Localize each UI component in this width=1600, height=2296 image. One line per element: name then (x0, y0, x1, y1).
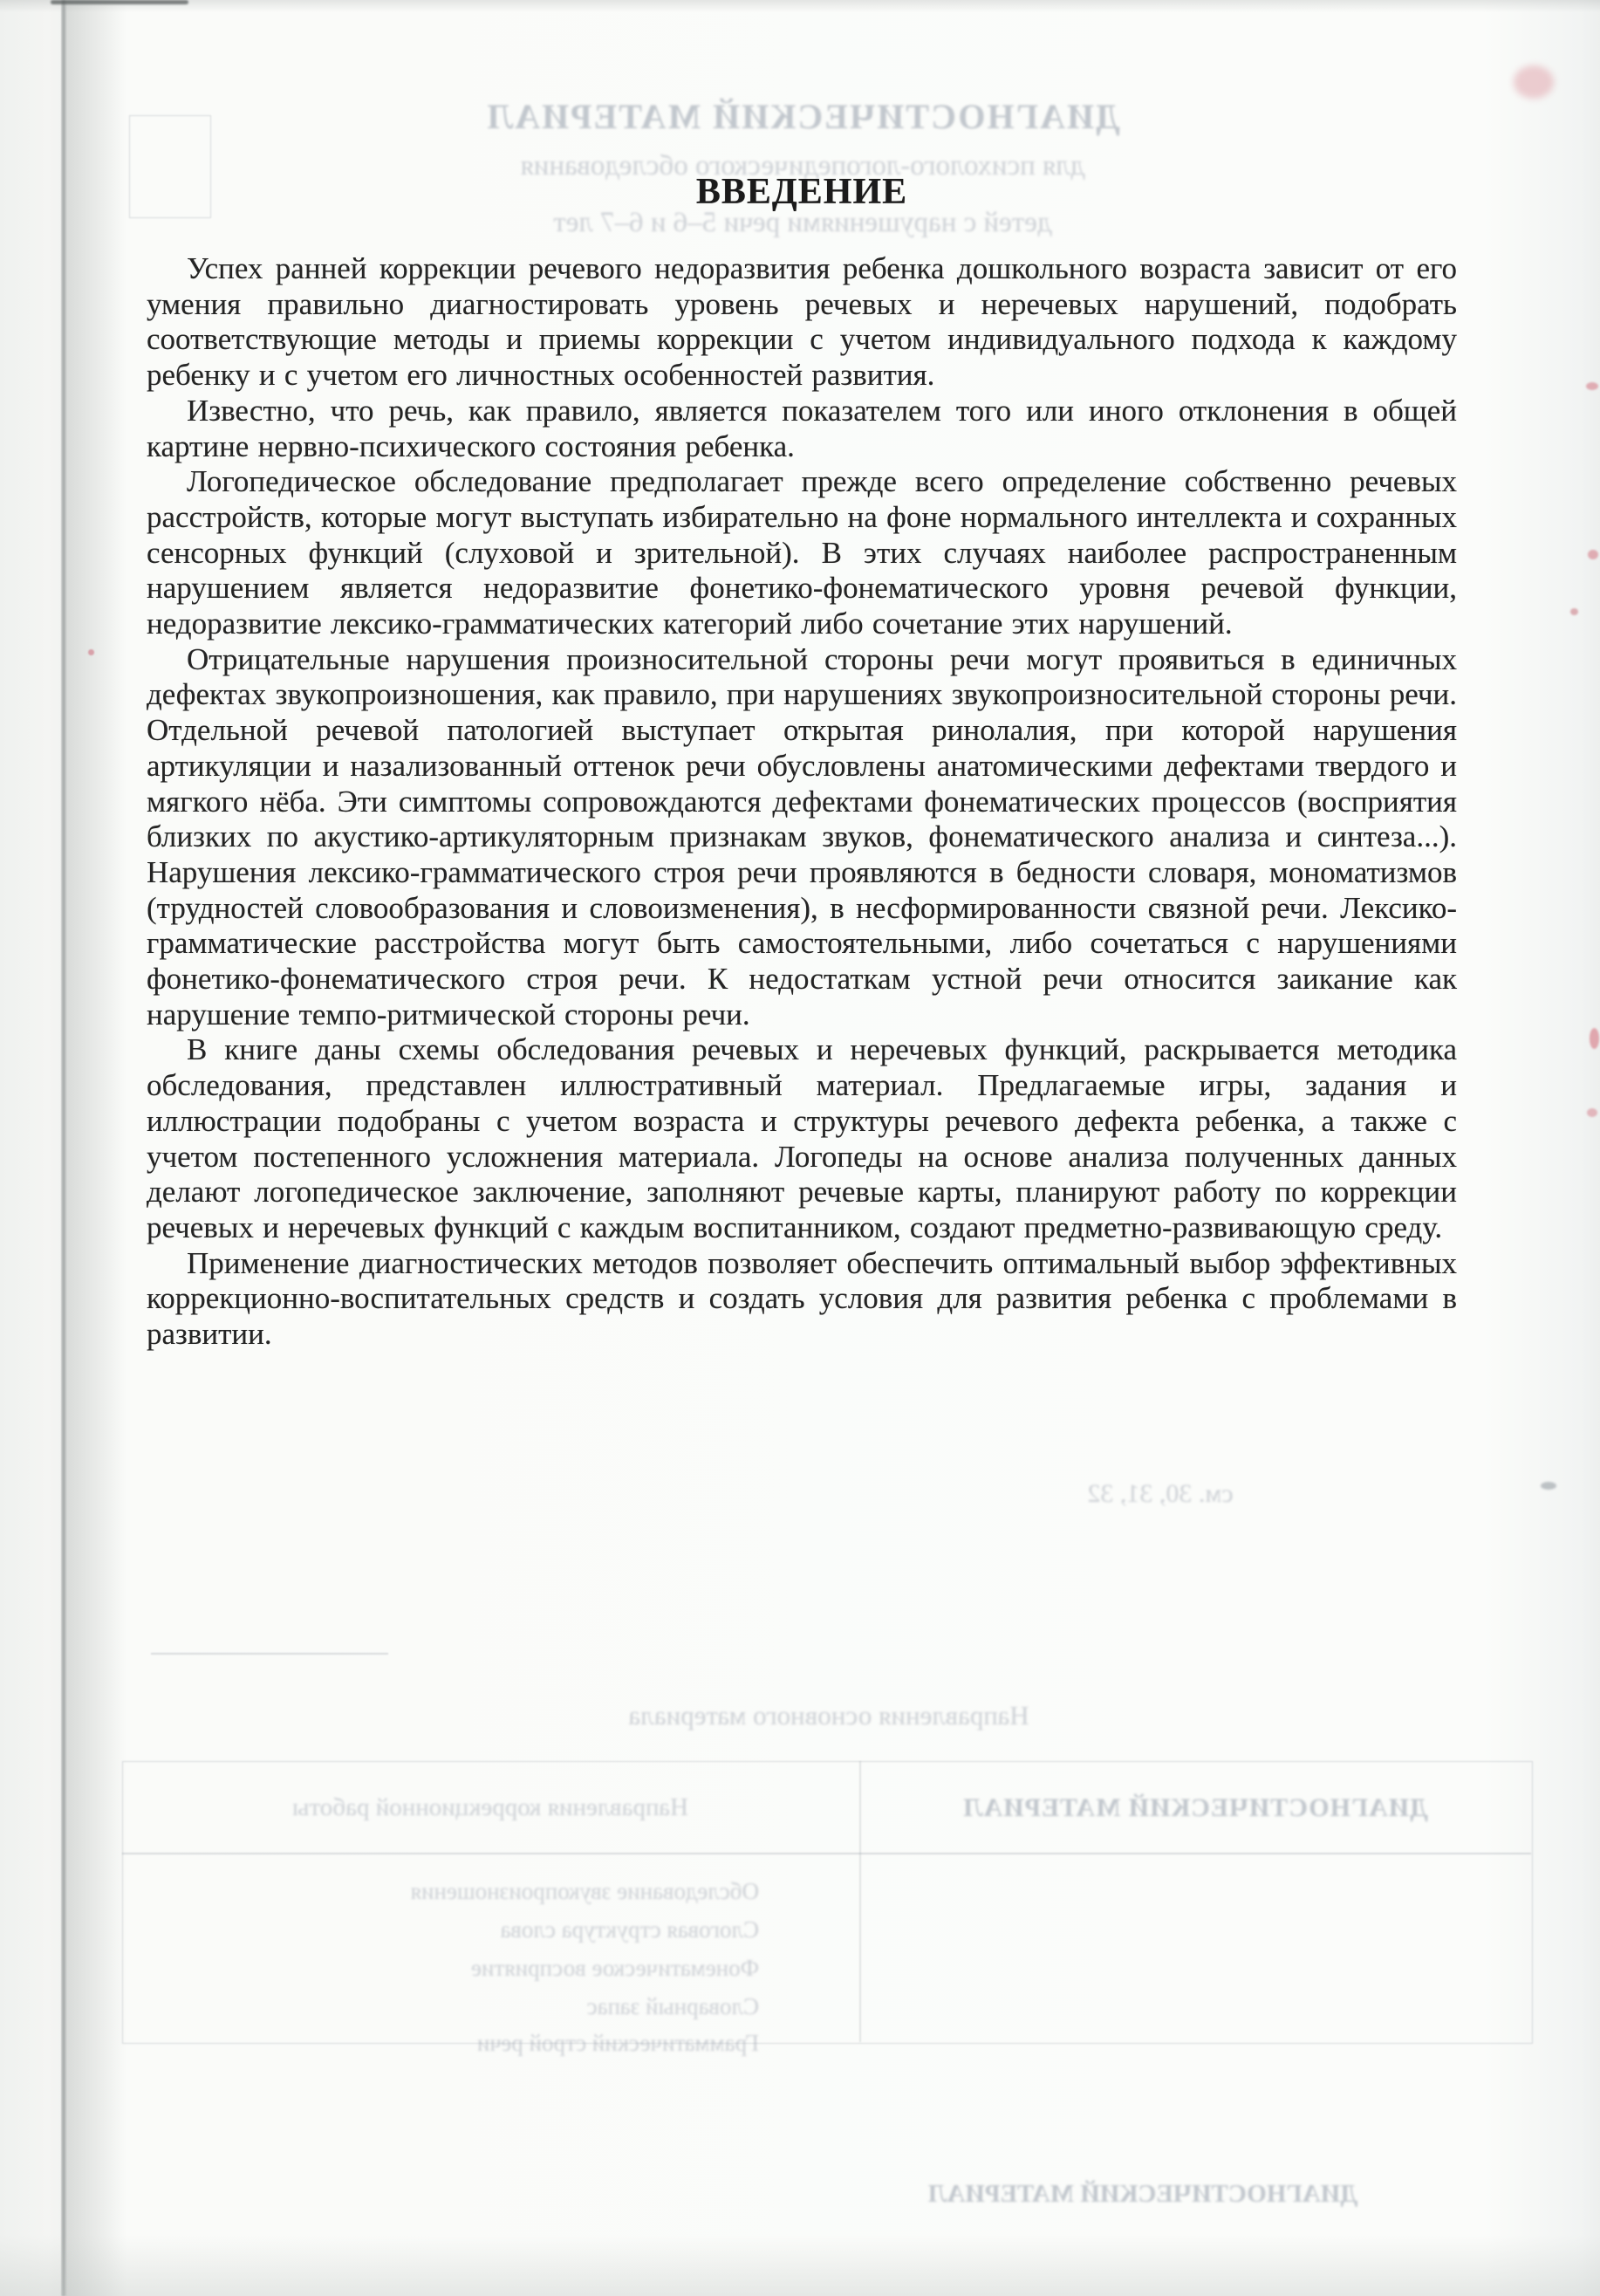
bleed-subtitle-line: детей с нарушениями речи 5–6 и 6–7 лет (553, 207, 1052, 238)
bleed-table-header-right: ДИАГНОСТИЧЕСКИЙ МАТЕРИАЛ (962, 1793, 1428, 1822)
intro-paragraph-1: Успех ранней коррекции речевого недоразвития ребенка дошкольного возраста зависит от его умения правильно диагностировать уровень речевых и неречевых нарушений, подобрать соответствующие методы и приемы коррекции с учетом индивидуального подхода к каждому ребенку и с учетом его личностных особенностей развития. (147, 251, 1457, 393)
scan-smudge-top (51, 0, 188, 4)
page-title: ВВЕДЕНИЕ (695, 172, 908, 212)
bleed-table-header-divider (122, 1853, 1531, 1854)
scan-speck (1586, 382, 1598, 390)
bleed-table-caption: Направления основного материала (628, 1700, 1029, 1731)
scan-speck (1587, 1108, 1597, 1117)
scan-speck (1570, 608, 1578, 615)
intro-paragraph-5: В книге даны схемы обследования речевых и неречевых функций, раскрывается методика обследования, представлен иллюстративный материал. Предлагаемые игры, задания и иллюстрации подобраны с учетом возраста и структуры речевого дефекта ребенка, а также с учетом постепенного усложнения материала. Логопеды на основе анализа полученных данных делают логопедическое заключение, заполняют речевые карты, планируют работу по коррекции речевых и неречевых функций с каждым воспитанником, создают предметно-развивающую среду. (147, 1032, 1457, 1244)
intro-paragraph-3: Логопедическое обследование предполагает прежде всего определение собственно речевых расстройств, которые могут выступать избирательно на фоне нормального интеллекта и сохранных сенсорных функций (слуховой и зрительной). В этих случаях наиболее распространенным нарушением является недоразвитие фонетико-фонематического уровня речевой функции, недоразвитие лексико-грамматических категорий либо сочетание этих нарушений. (147, 464, 1457, 641)
scan-speck (1590, 1028, 1599, 1049)
page-content (147, 171, 1457, 1353)
bleed-title-line: ДИАГНОСТИЧЕСКИЙ МАТЕРИАЛ (485, 97, 1120, 136)
bleed-table-column-divider (859, 1761, 861, 2042)
bleed-table-row: Словарный запас (586, 1993, 759, 2019)
bleed-table-row: Грамматический строй речи (476, 2030, 759, 2056)
bleed-table-frame (122, 1761, 1533, 2044)
bleed-table-row: Фонематическое восприятие (471, 1955, 759, 1981)
bleed-table-row: Обследование звукопроизношения (410, 1878, 759, 1904)
scan-speck (1514, 65, 1554, 99)
bleed-line-fragment (151, 1653, 388, 1655)
bleed-note: см. 30, 31, 32 (1087, 1479, 1234, 1508)
bleed-bottom-title: ДИАГНОСТИЧЕСКИЙ МАТЕРИАЛ (927, 2180, 1358, 2208)
scan-speck (1588, 550, 1598, 559)
page-gutter-shadow (66, 0, 127, 2296)
scan-speck (1541, 1482, 1556, 1490)
intro-paragraph-2: Известно, что речь, как правило, является показателем того или иного отклонения в общей картине нервно-психического состояния ребенка. (147, 393, 1457, 463)
bleed-table-row: Слоговая структура слова (500, 1916, 759, 1943)
bleed-table-header-left: Направления коррекционной работы (292, 1793, 688, 1821)
bleed-subtitle-line: для психолого-логопедического обследования (520, 150, 1085, 182)
scan-shadow-bottom (0, 2235, 1600, 2296)
intro-paragraph-4: Отрицательные нарушения произносительной стороны речи могут проявиться в единичных дефектах звукопроизношения, как правило, при нарушениях звукопроизносительной стороны речи. Отдельной речевой патологией выступает открытая ринолалия, при которой нарушения артикуляции и назализованный оттенок речи обусловлены анатомическими дефектами твердого и мягкого нёба. Эти симптомы сопровождаются дефектами фонематических процессов (восприятия близких по акустико-артикуляторным признакам звуков, фонематического анализа и синтеза...). Нарушения лексико-грамматического строя речи проявляются в бедности словаря, мономатизмов (трудностей словообразования и словоизменения), в несформированности связной речи. Лексико-грамматические расстройства могут быть самостоятельными, либо сочетаться с нарушениями фонетико-фонематического строя речи. К недостаткам устной речи относится заикание как нарушение темпо-ритмической стороны речи. (147, 641, 1457, 1031)
intro-paragraph-6: Применение диагностических методов позволяет обеспечить оптимальный выбор эффективных коррекционно-воспитательных средств и создать условия для развития ребенка с проблемами в развитии. (147, 1245, 1457, 1352)
